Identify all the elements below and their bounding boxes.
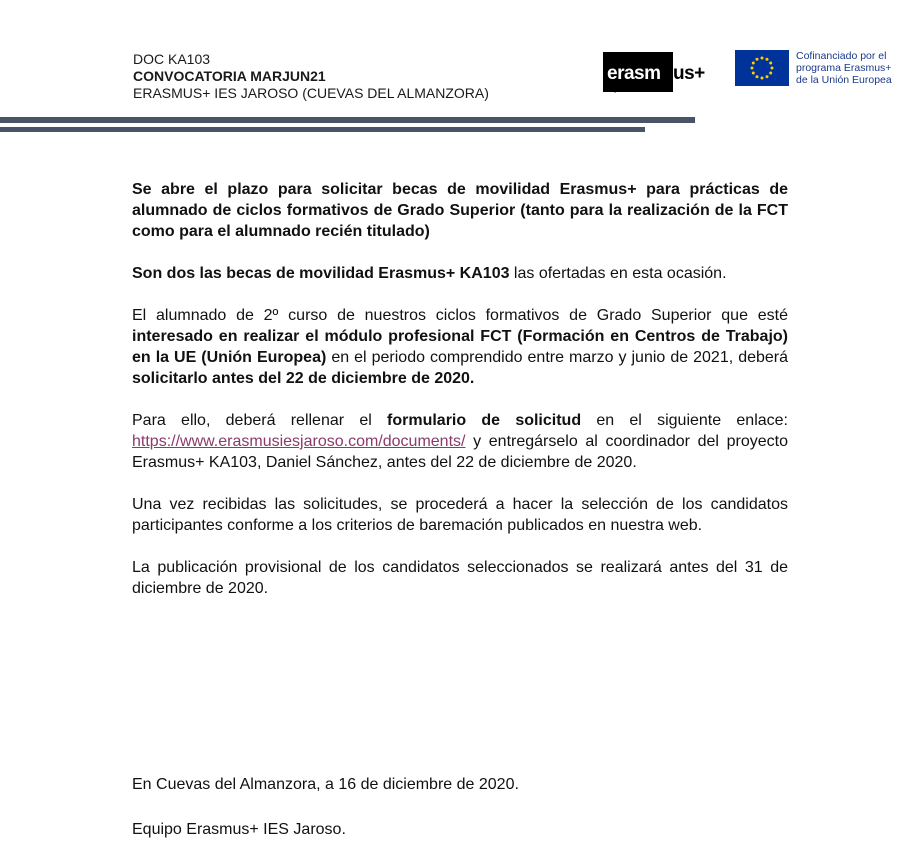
eu-flag-stars xyxy=(735,50,789,86)
paragraph-selection: Una vez recibidas las solicitudes, se procederá a hacer la selección de los candidatos participantes conforme a los criterios de baremación publicados en nuestra web. xyxy=(132,496,788,534)
form-bold: formulario de solicitud xyxy=(387,412,582,429)
eligibility-bold-b: interesado en realizar el módulo profesional FCT (Formación en Centros de Trabajo) en la UE (Unión Europea) xyxy=(132,328,788,366)
erasmus-logo xyxy=(603,52,711,96)
convocatoria-title: CONVOCATORIA MARJUN21 xyxy=(133,68,326,84)
erasmus-logo-sub: ies.jaroso xyxy=(603,86,636,93)
eu-caption-line: de la Unión Europea xyxy=(796,74,892,86)
doc-code: DOC KA103 xyxy=(133,51,211,67)
deadline-bold: solicitarlo antes del 22 de diciembre de 2020. xyxy=(132,370,475,387)
paragraph-grants xyxy=(132,263,788,284)
paragraph-eligibility xyxy=(132,305,788,389)
announcement-headline xyxy=(132,179,788,242)
erasmus-logo-word: erasm xyxy=(607,63,661,84)
headline-text: Se abre el plazo para solicitar becas de movilidad Erasmus+ para prácticas de alumnado de ciclos formativos de Grado Superior (tanto para la realización de la FCT como para el alumnado recién titulado) xyxy=(132,181,788,240)
eu-flag-icon xyxy=(735,50,789,86)
eu-cofunding-caption xyxy=(796,50,892,86)
eligibility-text-a: El alumnado de 2º curso de nuestros ciclos formativos de Grado Superior que esté xyxy=(132,307,788,324)
grants-text: las ofertadas en esta ocasión. xyxy=(509,265,727,282)
paragraph-form xyxy=(132,410,788,473)
paragraph-publication: La publicación provisional de los candidatos seleccionados se realizará antes del 31 de diciembre de 2020. xyxy=(132,559,788,597)
document-header xyxy=(133,51,489,102)
form-text-a: Para ello, deberá rellenar el xyxy=(132,412,388,429)
closing-place-date: En Cuevas del Almanzora, a 16 de diciembre de 2020. xyxy=(132,776,519,793)
closing-signature: Equipo Erasmus+ IES Jaroso. xyxy=(132,821,346,838)
header-divider-top xyxy=(0,117,695,123)
form-text-c: en el siguiente enlace: xyxy=(581,412,788,429)
eu-caption-line: programa Erasmus+ xyxy=(796,62,892,74)
announcement-body xyxy=(132,179,788,620)
form-text-d: y entregárselo al coordinador del proyecto Erasmus+ KA103, Daniel Sánchez, antes del 22 de diciembre de 2020. xyxy=(132,433,788,471)
erasmus-logo-us: us+ xyxy=(673,63,705,84)
header-divider-bottom xyxy=(0,127,645,132)
eligibility-text-c: en el periodo comprendido entre marzo y junio de 2021, deberá xyxy=(326,349,789,366)
application-form-link[interactable]: https://www.erasmusiesjaroso.com/documents/ xyxy=(132,433,466,450)
grants-bold-text: Son dos las becas de movilidad Erasmus+ KA103 xyxy=(132,265,510,282)
eu-caption-line: Cofinanciado por el xyxy=(796,50,887,62)
institution-name: ERASMUS+ IES JAROSO (CUEVAS DEL ALMANZORA) xyxy=(133,85,489,101)
